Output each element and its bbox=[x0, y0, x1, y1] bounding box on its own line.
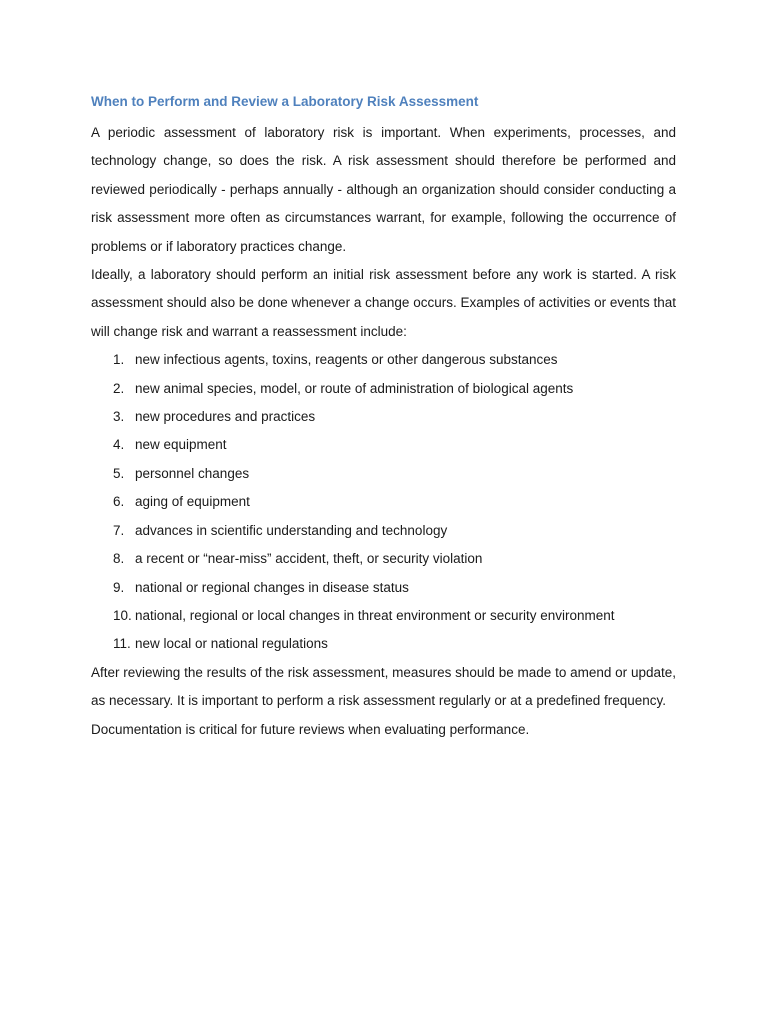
list-item-text: new infectious agents, toxins, reagents or other dangerous substances bbox=[135, 352, 558, 368]
paragraph-initial-assessment: Ideally, a laboratory should perform an initial risk assessment before any work is started. A risk assessment should also be done whenever a change occurs. Examples of activities or events that will change risk and warrant a reassessment include: bbox=[91, 267, 676, 339]
paragraph-periodic-assessment: A periodic assessment of laboratory risk is important. When experiments, processes, and technology change, so does the risk. A risk assessment should therefore be performed and reviewed periodically - perhaps annually - although an organization should consider conducting a risk assessment more often as circumstances warrant, for example, following the occurrence of problems or if laboratory practices change. bbox=[91, 125, 676, 254]
list-item bbox=[91, 602, 676, 630]
list-item-number: 5. bbox=[113, 465, 125, 481]
list-item-text: new animal species, model, or route of administration of biological agents bbox=[135, 380, 574, 396]
list-item bbox=[91, 517, 676, 545]
list-item-text: personnel changes bbox=[135, 465, 250, 481]
list-item-text: advances in scientific understanding and technology bbox=[135, 522, 448, 538]
reassessment-triggers-list bbox=[91, 346, 676, 658]
list-item-number: 9. bbox=[113, 579, 125, 595]
list-item-text: new local or national regulations bbox=[135, 636, 328, 652]
document-body bbox=[91, 91, 676, 744]
list-item-number: 2. bbox=[113, 380, 125, 396]
list-item-number: 1. bbox=[113, 352, 125, 368]
list-item-number: 6. bbox=[113, 494, 125, 510]
list-item-number: 11. bbox=[113, 636, 131, 652]
list-item-text: aging of equipment bbox=[135, 494, 250, 510]
list-item-number: 8. bbox=[113, 551, 125, 567]
list-item-number: 4. bbox=[113, 437, 125, 453]
list-item-text: new procedures and practices bbox=[135, 409, 316, 425]
list-item-text: national, regional or local changes in threat environment or security environment bbox=[135, 607, 615, 623]
section-heading: When to Perform and Review a Laboratory Risk Assessment bbox=[91, 94, 479, 109]
list-item bbox=[91, 403, 676, 431]
list-item bbox=[91, 375, 676, 403]
list-item bbox=[91, 346, 676, 374]
list-item bbox=[91, 545, 676, 573]
list-item-text: a recent or “near-miss” accident, theft, or security violation bbox=[135, 551, 483, 567]
list-item-number: 7. bbox=[113, 522, 125, 538]
list-item-number: 10. bbox=[113, 607, 132, 623]
paragraph-after-review: After reviewing the results of the risk assessment, measures should be made to amend or update, as necessary. It is important to perform a risk assessment regularly or at a predefined frequency. bbox=[91, 664, 676, 709]
list-item bbox=[91, 574, 676, 602]
list-item bbox=[91, 431, 676, 459]
list-item-number: 3. bbox=[113, 409, 125, 425]
list-item bbox=[91, 460, 676, 488]
list-item-text: new equipment bbox=[135, 437, 227, 453]
list-item-text: national or regional changes in disease status bbox=[135, 579, 409, 595]
list-item bbox=[91, 630, 676, 658]
paragraph-documentation: Documentation is critical for future reviews when evaluating performance. bbox=[91, 721, 530, 737]
list-item bbox=[91, 488, 676, 516]
